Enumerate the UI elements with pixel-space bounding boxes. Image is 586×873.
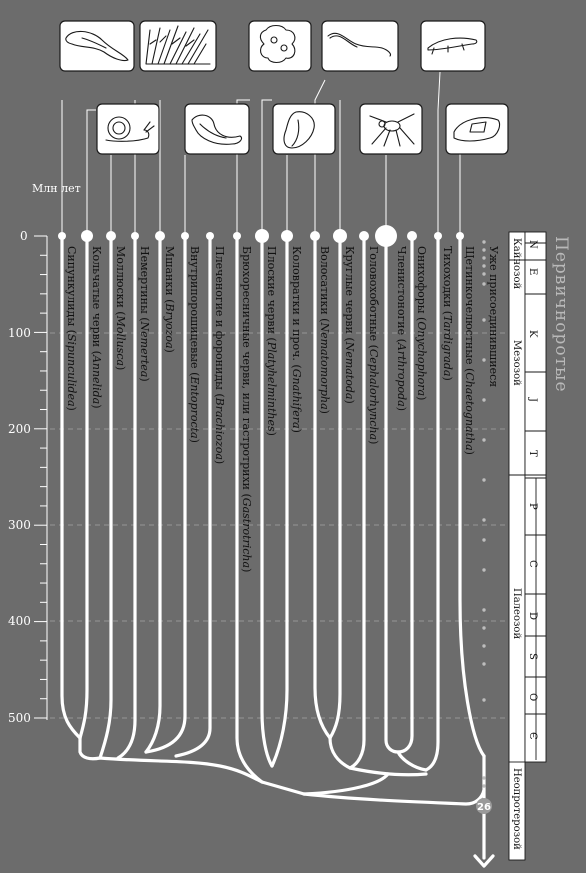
taxon-label-10: Волосатики (Nematomorpha) xyxy=(318,246,331,414)
pointer-nematomorpha xyxy=(315,80,325,234)
taxon-label-11: Круглые черви (Nematoda) xyxy=(343,246,356,404)
taxon-label-2: Моллюски (Mollusca) xyxy=(114,246,127,371)
incoming-dot xyxy=(482,264,485,267)
taxon-label-7: Брюхоресничные черви, или гастротрихи (Gastrotricha) xyxy=(240,246,253,573)
taxon-label-4: Мшанки (Bryozoa) xyxy=(163,246,176,353)
taxon-labels xyxy=(65,246,500,572)
tick-label-200: 200 xyxy=(8,422,31,436)
incoming-dot xyxy=(482,776,485,779)
tick-label-0: 0 xyxy=(20,229,28,243)
incoming-dot xyxy=(482,282,485,285)
branch-annelids xyxy=(80,234,87,738)
spider-arthropod-icon xyxy=(360,104,422,154)
rotifer-icon xyxy=(249,21,311,71)
era-neoproterozoic: Неопротерозой xyxy=(511,768,522,850)
tick-label-100: 100 xyxy=(8,326,31,340)
taxon-label-0: Сипункулиды (Sipunculidea) xyxy=(65,246,78,411)
incoming-dot xyxy=(482,248,485,251)
period-N: N xyxy=(527,240,538,250)
period-C: C xyxy=(527,560,538,569)
taxon-label-1: Кольчатые черви (Annelida) xyxy=(90,246,103,409)
taxon-label-16: Щетинкочелюстные (Chaetognatha) xyxy=(463,246,476,455)
geologic-timescale xyxy=(509,232,571,860)
node-nematoida xyxy=(330,738,350,768)
node-spiralia xyxy=(262,782,304,794)
tick-label-500: 500 xyxy=(8,711,31,725)
axis-unit-label: Млн лет xyxy=(32,182,81,195)
pointer-flatworms xyxy=(262,100,272,234)
incoming-dot xyxy=(482,538,485,541)
incoming-label: Уже присоединившиеся xyxy=(487,246,500,388)
incoming-dot xyxy=(482,398,485,401)
era-paleozoic: Палеозой xyxy=(511,588,522,640)
era-cenozoic: Кайнозой xyxy=(511,238,522,290)
period-T: T xyxy=(527,450,538,458)
incoming-dot xyxy=(482,608,485,611)
nematode-worm-icon xyxy=(322,21,398,71)
incoming-dot xyxy=(482,662,485,665)
period-P: P xyxy=(527,503,538,511)
incoming-lineage-dots xyxy=(482,240,485,787)
incoming-dot xyxy=(482,438,485,441)
period-E: E xyxy=(527,268,538,276)
pointer-annelids xyxy=(87,110,96,234)
period-K: K xyxy=(527,330,538,338)
period-S: S xyxy=(527,653,538,661)
taxon-label-12: Головохоботные (Cephalorhyncha) xyxy=(367,246,380,445)
incoming-dot xyxy=(482,626,485,629)
nemertean-worm-icon xyxy=(185,104,249,154)
tick-label-300: 300 xyxy=(8,518,31,532)
seaweed-bryozoa-icon xyxy=(140,21,216,71)
taxon-label-13: Членистоногие (Arthropoda) xyxy=(395,246,408,412)
taxon-label-9: Коловратки и проч. (Gnathifera) xyxy=(290,246,303,433)
gridlines xyxy=(50,333,510,718)
taxon-label-15: Тихоходки (Tardigrada) xyxy=(441,246,454,381)
node-sipuncula-annelida xyxy=(80,738,100,759)
tardigrade-icon xyxy=(446,104,508,154)
incoming-dot xyxy=(482,478,485,481)
incoming-dot xyxy=(482,518,485,521)
incoming-dot xyxy=(482,568,485,571)
sipunculid-worm-icon xyxy=(60,21,134,71)
taxon-label-3: Немертины (Nemertea) xyxy=(138,246,151,382)
taxon-label-6: Плеченогие и форониды (Brachiozoa) xyxy=(213,246,226,465)
panel-title: Первичноротые xyxy=(551,236,571,393)
incoming-dot xyxy=(482,256,485,259)
period-D: D xyxy=(527,612,538,621)
incoming-dot xyxy=(482,318,485,321)
incoming-dot xyxy=(482,272,485,275)
taxon-label-8: Плоские черви (Platyhelminthes) xyxy=(265,246,278,436)
flatworm-icon xyxy=(273,104,335,154)
node-panarthropoda-inner xyxy=(398,752,426,770)
period-J: J xyxy=(527,398,538,403)
era-mesozoic: Мезозой xyxy=(511,340,522,386)
period-cambrian: Є xyxy=(527,732,538,741)
incoming-dot xyxy=(482,240,485,243)
node-ecdysozoa xyxy=(304,774,388,794)
era-column xyxy=(509,232,525,860)
axis-minor-ticks xyxy=(34,236,47,718)
node-badge xyxy=(476,798,492,814)
period-O: O xyxy=(527,693,538,702)
snail-icon xyxy=(97,104,159,154)
period-column xyxy=(525,232,546,762)
pointer-chaetognaths xyxy=(438,72,440,234)
taxon-label-14: Онихофоры (Onychophora) xyxy=(415,246,428,401)
node-badge-number: 26 xyxy=(477,802,491,813)
node-lophotrochozoa xyxy=(100,758,262,782)
incoming-dot xyxy=(482,358,485,361)
taxon-label-5: Внутрипорошицевые (Entoprocta) xyxy=(188,246,201,443)
incoming-dot xyxy=(482,644,485,647)
incoming-dot xyxy=(482,698,485,701)
arrow-worm-icon xyxy=(421,21,485,71)
tick-label-400: 400 xyxy=(8,614,31,628)
incoming-dot xyxy=(482,784,485,787)
